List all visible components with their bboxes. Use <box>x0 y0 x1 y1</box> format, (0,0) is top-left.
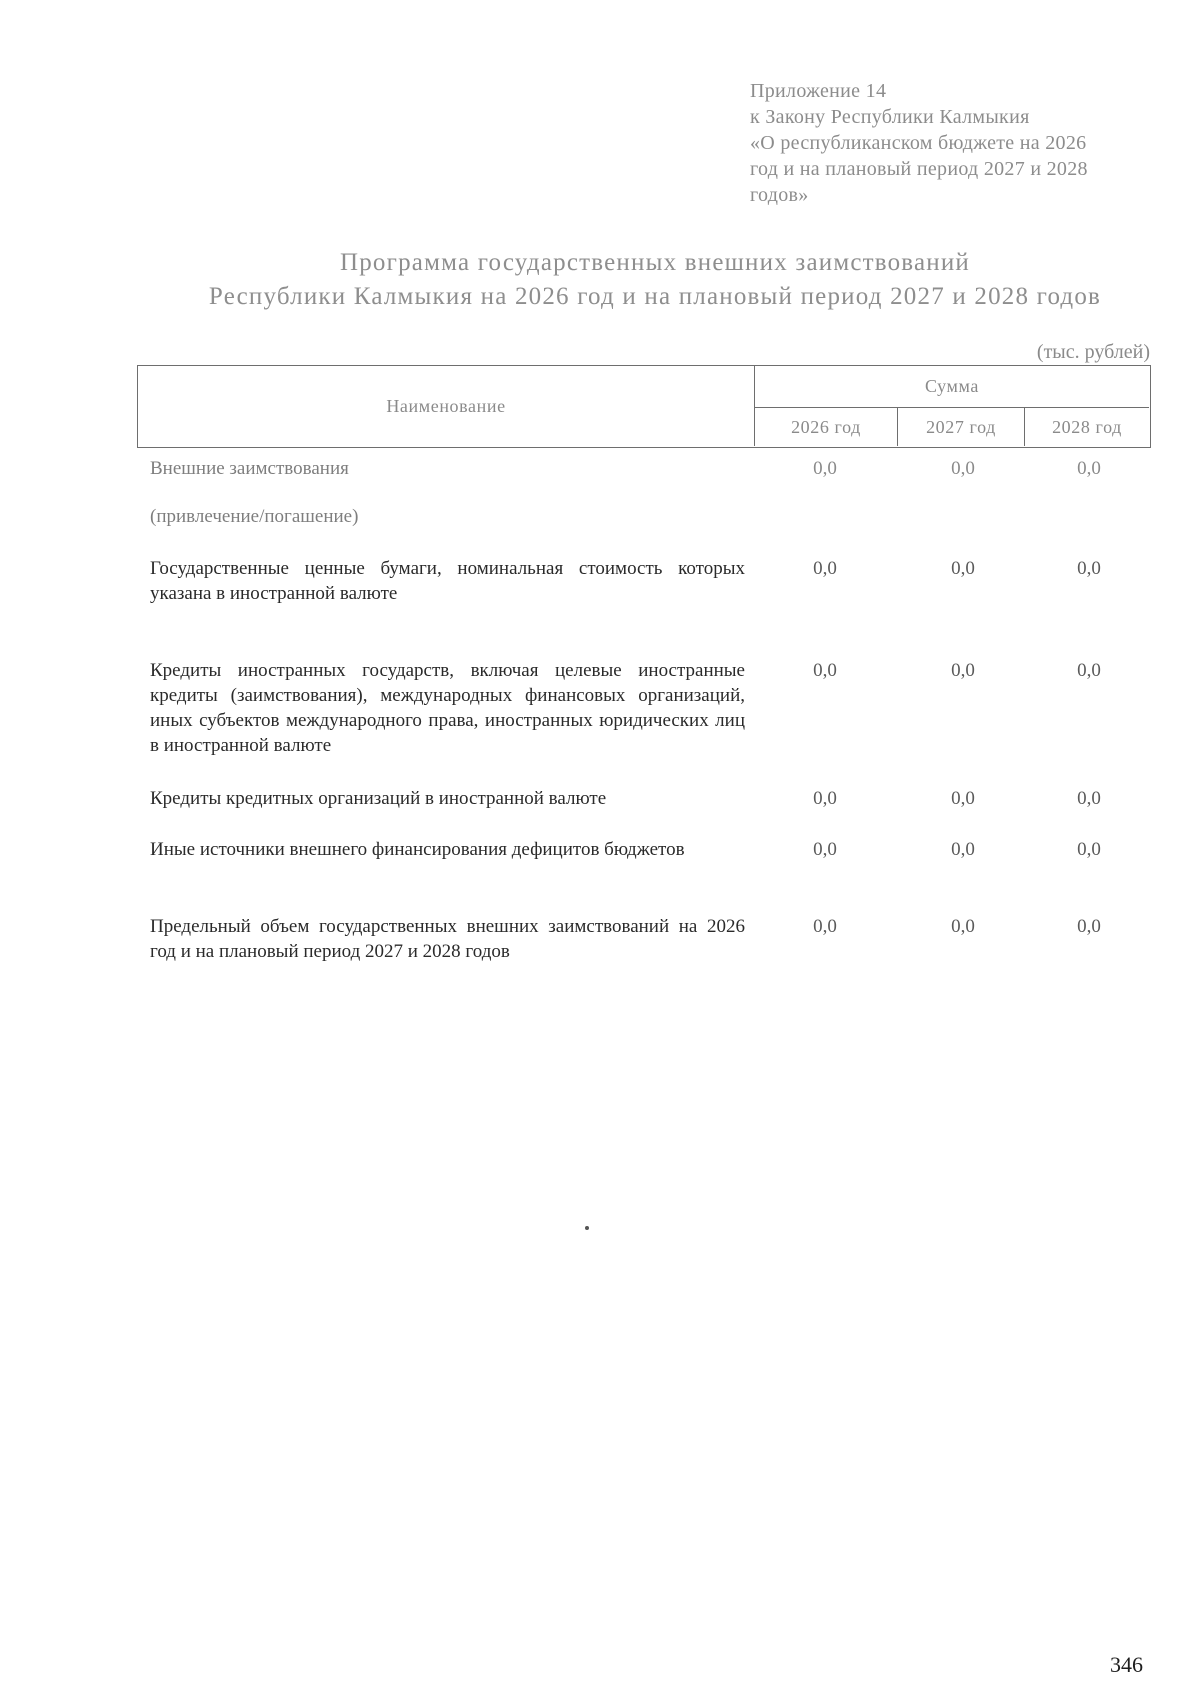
page-number: 346 <box>1110 1652 1143 1677</box>
row-value-2027: 0,0 <box>951 916 975 937</box>
header-year-2026: 2026 год <box>755 408 898 446</box>
row-value-2027: 0,0 <box>951 788 975 809</box>
appendix-line: год и на плановый период 2027 и 2028 <box>750 158 1088 180</box>
header-year-2027: 2027 год <box>898 408 1025 446</box>
appendix-header <box>750 78 1150 208</box>
row-value-2028: 0,0 <box>1077 839 1101 860</box>
row-name: Предельный объем государственных внешних заимствований на 2026 год и на плановый период 2027 и 2028 годов <box>150 916 745 962</box>
row-name: (привлечение/погашение) <box>150 506 359 527</box>
row-name: Внешние заимствования <box>150 458 349 479</box>
row-value-2027: 0,0 <box>951 839 975 860</box>
header-sum-cell: Сумма <box>755 366 1149 408</box>
title-line-2: Республики Калмыкия на 2026 год и на плановый период 2027 и 2028 годов <box>208 283 1102 310</box>
row-value-2027: 0,0 <box>951 458 975 479</box>
row-value-2028: 0,0 <box>1077 916 1101 937</box>
table-header <box>137 365 1151 448</box>
row-value-2026: 0,0 <box>813 916 837 937</box>
row-value-2026: 0,0 <box>813 839 837 860</box>
header-name-cell: Наименование <box>138 366 755 446</box>
appendix-line: Приложение 14 <box>750 80 887 102</box>
row-name: Государственные ценные бумаги, номинальная стоимость которых указана в иностранной валюте <box>150 558 745 604</box>
title-line-1: Программа государственных внешних заимствований <box>339 249 971 276</box>
row-name: Кредиты кредитных организаций в иностранной валюте <box>150 788 607 809</box>
row-value-2028: 0,0 <box>1077 788 1101 809</box>
appendix-line: к Закону Республики Калмыкия <box>750 106 1030 128</box>
units-label: (тыс. рублей) <box>1036 341 1150 363</box>
row-name: Кредиты иностранных государств, включая целевые иностранные кредиты (заимствования), международных финансовых организаций, иных субъектов международного права, иностранных юридических лиц в иностранной валюте <box>150 660 745 756</box>
row-value-2026: 0,0 <box>813 558 837 579</box>
appendix-line: годов» <box>750 184 809 206</box>
row-value-2026: 0,0 <box>813 458 837 479</box>
row-value-2026: 0,0 <box>813 660 837 681</box>
row-value-2028: 0,0 <box>1077 558 1101 579</box>
row-name: Иные источники внешнего финансирования дефицитов бюджетов <box>150 839 685 860</box>
row-value-2028: 0,0 <box>1077 660 1101 681</box>
scan-speck <box>585 1226 589 1230</box>
row-value-2027: 0,0 <box>951 558 975 579</box>
document-title <box>120 246 1190 314</box>
row-value-2027: 0,0 <box>951 660 975 681</box>
header-year-2028: 2028 год <box>1052 416 1122 437</box>
row-value-2028: 0,0 <box>1077 458 1101 479</box>
appendix-line: «О республиканском бюджете на 2026 <box>750 132 1087 154</box>
row-value-2026: 0,0 <box>813 788 837 809</box>
